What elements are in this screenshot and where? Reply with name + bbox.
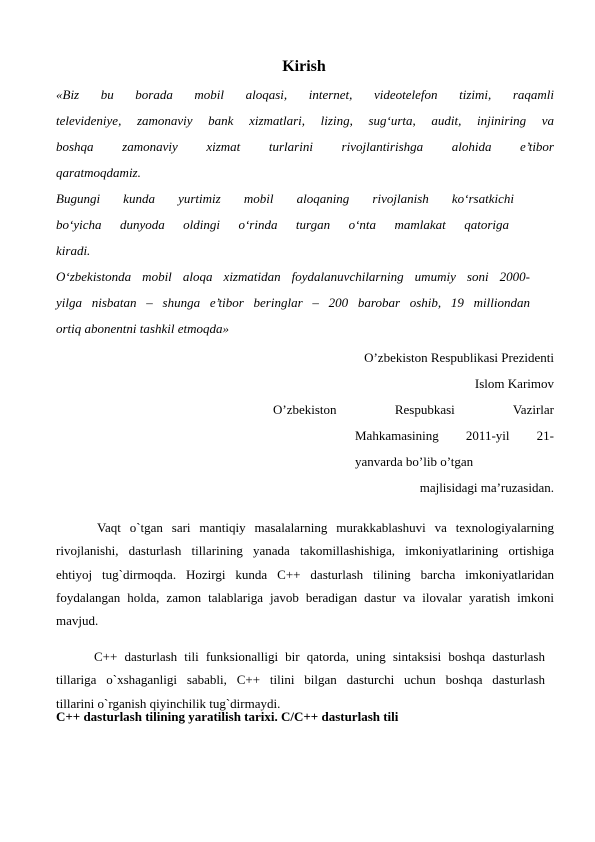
paragraph-line: foydalangan holda, zamon talablariga javob beradigan dastur va ilovalar yaratish imkoni xyxy=(56,589,554,605)
quote-line: Bugungi kunda yurtimiz mobil aloqaning rivojlanish ko‘rsatkichi xyxy=(56,191,514,206)
quote-line: «Biz bu borada mobil aloqasi, internet, videotelefon tizimi, raqamli xyxy=(56,87,554,102)
section-heading: C++ dasturlash tilining yaratilish tarixi. C/C++ dasturlash tili xyxy=(56,709,399,724)
paragraph-line: rivojlanishi, dasturlash tillarining yanada takomillashishiga, imkoniyatlarining ortishiga xyxy=(56,543,554,559)
quote-line: bo‘yicha dunyoda oldingi o‘rinda turgan o‘nta mamlakat qatoriga xyxy=(56,217,509,232)
paragraph-line: Vaqt o`tgan sari mantiqiy masalalarning murakkablashuvi va texnologiyalarning xyxy=(97,520,554,535)
paragraph-line: mavjud. xyxy=(56,613,99,629)
attribution-line: O’zbekiston Respubkasi Vazirlar xyxy=(273,402,554,417)
quote-line: yilga nisbatan – shunga e’tibor beringlar – 200 barobar oshib, 19 milliondan xyxy=(56,295,530,310)
paragraph-line: tillariga o`xshaganligi sababli, C++ tilini bilgan dasturchi uchun boshqa dasturlash xyxy=(56,672,545,688)
quote-line: qaratmoqdamiz. xyxy=(56,165,141,180)
quote-line: televideniye, zamonaviy bank xizmatlari, lizing, sug‘urta, audit, injiniring va xyxy=(56,113,554,128)
attribution-line: Mahkamasining 2011-yil 21- xyxy=(355,428,554,443)
body-paragraph xyxy=(56,645,545,715)
paragraph-line: tillarini o`rganish qiyinchilik tug`dirmaydi. xyxy=(56,695,281,711)
paragraph-line: ehtiyoj tug`dirmoqda. Hozirgi kunda C++ dasturlash tilining barcha imkoniyatlaridan xyxy=(56,566,554,582)
quote-line: boshqa zamonaviy xizmat turlarini rivojlantirishga alohida e’tibor xyxy=(56,139,554,154)
paragraph-line: C++ dasturlash tili funksionalligi bir qatorda, uning sintaksisi boshqa dasturlash xyxy=(94,649,545,664)
attribution-line: O’zbekiston Respublikasi Prezidenti xyxy=(364,350,554,365)
page-title: Kirish xyxy=(282,58,326,75)
quote-line: ortiq abonentni tashkil etmoqda» xyxy=(56,321,229,336)
quote-line: O‘zbekistonda mobil aloqa xizmatidan foydalanuvchilarning umumiy soni 2000- xyxy=(56,269,530,284)
quote-line: kiradi. xyxy=(56,243,91,258)
attribution-line: Islom Karimov xyxy=(474,376,554,391)
attribution-line: yanvarda bo’lib o’tgan xyxy=(355,454,474,469)
attribution-line: majlisidagi ma’ruzasidan. xyxy=(419,480,554,495)
body-paragraph xyxy=(56,516,554,632)
